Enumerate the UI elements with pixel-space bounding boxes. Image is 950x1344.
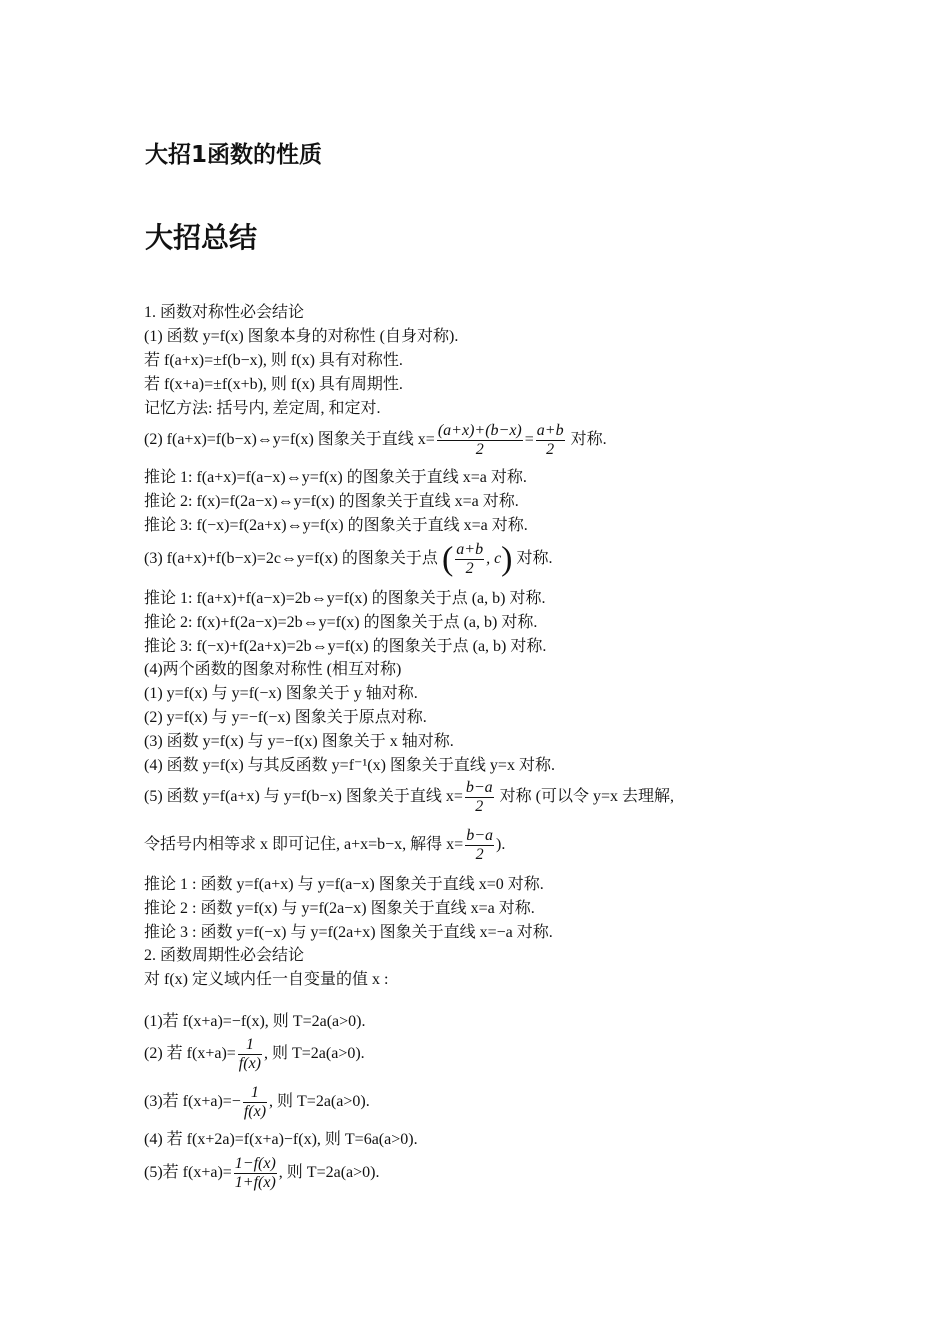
page-title: 大招1函数的性质 [145, 142, 323, 168]
formula-text: (2) 若 f(x+a)= [144, 1045, 236, 1063]
mutual-item-5-cont [144, 827, 505, 864]
denominator: f(x) [238, 1055, 261, 1072]
formula-text: (3) f(a+x)+f(b−x)=2c⇔y=f(x) 的图象关于点 [144, 550, 438, 568]
symmetry-heading: 1. 函数对称性必会结论 [144, 304, 305, 321]
formula-text: (5)若 f(x+a)= [144, 1164, 232, 1182]
fraction [437, 422, 523, 459]
period-rule-4: (4) 若 f(x+2a)=f(x+a)−f(x), 则 T=6a(a>0). [144, 1131, 418, 1148]
period-rule-1: (1)若 f(x+a)=−f(x), 则 T=2a(a>0). [144, 1013, 366, 1030]
formula-text: 对称. [570, 431, 607, 449]
formula-text: ). [496, 836, 506, 854]
numerator: (a+x)+(b−x) [437, 422, 522, 439]
denominator: f(x) [243, 1103, 267, 1120]
fraction [243, 1084, 267, 1121]
numerator: a+b [456, 541, 484, 558]
period-condition: 若 f(x+a)=±f(x+b), 则 f(x) 具有周期性. [144, 376, 403, 393]
mutual-item-5 [144, 779, 674, 816]
formula-text: (2) f(a+x)=f(b−x)⇔y=f(x) 图象关于直线 x= [144, 431, 435, 449]
corollary-4: 推论 1: f(a+x)+f(a−x)=2b⇔y=f(x) 的图象关于点 (a, b) 对称. [144, 590, 546, 607]
fraction [465, 827, 494, 864]
period-rule-3 [144, 1084, 370, 1121]
corollary-7: 推论 1 : 函数 y=f(a+x) 与 y=f(a−x) 图象关于直线 x=0 对称. [144, 876, 544, 893]
corollary-6: 推论 3: f(−x)+f(2a+x)=2b⇔y=f(x) 的图象关于点 (a, b) 对称. [144, 638, 547, 655]
denominator: 2 [465, 560, 474, 577]
corollary-3: 推论 3: f(−x)=f(2a+x)⇔y=f(x) 的图象关于直线 x=a 对称. [144, 517, 528, 534]
formula-text: 令括号内相等求 x 即可记住, a+x=b−x, 解得 x= [144, 836, 464, 854]
formula-text: (3)若 f(x+a)=− [144, 1093, 241, 1111]
denominator: 2 [546, 441, 555, 458]
right-paren: ) [501, 540, 513, 578]
fraction [234, 1155, 277, 1192]
symmetry-condition: 若 f(a+x)=±f(b−x), 则 f(x) 具有对称性. [144, 352, 403, 369]
formula-text: (5) 函数 y=f(a+x) 与 y=f(b−x) 图象关于直线 x= [144, 788, 463, 806]
axis-symmetry-formula [144, 422, 607, 459]
corollary-1: 推论 1: f(a+x)=f(a−x)⇔y=f(x) 的图象关于直线 x=a 对称. [144, 469, 527, 486]
formula-text: , 则 T=2a(a>0). [269, 1093, 370, 1111]
periodicity-heading: 2. 函数周期性必会结论 [144, 947, 305, 964]
mutual-symmetry-heading: (4)两个函数的图象对称性 (相互对称) [144, 661, 402, 678]
numerator: a+b [536, 422, 564, 439]
left-paren: ( [441, 540, 454, 578]
fraction [536, 422, 565, 459]
numerator: 1 [243, 1084, 267, 1103]
formula-text: 对称. [516, 550, 553, 568]
denominator: 2 [475, 798, 484, 815]
mutual-item-4: (4) 函数 y=f(x) 与其反函数 y=f⁻¹(x) 图象关于直线 y=x 对称. [144, 757, 555, 774]
memory-tip: 记忆方法: 括号内, 差定周, 和定对. [144, 400, 381, 417]
section-title: 大招总结 [145, 221, 258, 254]
point-symmetry-formula [144, 541, 553, 578]
formula-text: , 则 T=2a(a>0). [264, 1045, 365, 1063]
period-rule-5 [144, 1155, 379, 1192]
mutual-item-1: (1) y=f(x) 与 y=f(−x) 图象关于 y 轴对称. [144, 685, 418, 702]
numerator: 1−f(x) [234, 1155, 276, 1172]
denominator: 1+f(x) [234, 1174, 276, 1191]
corollary-8: 推论 2 : 函数 y=f(x) 与 y=f(2a−x) 图象关于直线 x=a 对称. [144, 900, 535, 917]
equals-sign: = [524, 431, 534, 449]
fraction [455, 541, 484, 578]
periodicity-intro: 对 f(x) 定义域内任一自变量的值 x : [144, 971, 389, 988]
formula-text: , c [486, 550, 502, 568]
corollary-9: 推论 3 : 函数 y=f(−x) 与 y=f(2a+x) 图象关于直线 x=−a 对称. [144, 924, 553, 941]
period-rule-2 [144, 1036, 365, 1073]
fraction [238, 1036, 262, 1073]
formula-text: 对称 (可以令 y=x 去理解, [499, 788, 675, 806]
corollary-2: 推论 2: f(x)=f(2a−x)⇔y=f(x) 的图象关于直线 x=a 对称. [144, 493, 519, 510]
denominator: 2 [475, 846, 484, 863]
denominator: 2 [475, 441, 484, 458]
fraction [465, 779, 494, 816]
self-symmetry-intro: (1) 函数 y=f(x) 图象本身的对称性 (自身对称). [144, 328, 459, 345]
formula-text: , 则 T=2a(a>0). [278, 1164, 380, 1182]
numerator: b−a [466, 827, 493, 844]
mutual-item-3: (3) 函数 y=f(x) 与 y=−f(x) 图象关于 x 轴对称. [144, 733, 454, 750]
corollary-5: 推论 2: f(x)+f(2a−x)=2b⇔y=f(x) 的图象关于点 (a, b) 对称. [144, 614, 538, 631]
numerator: b−a [465, 779, 493, 796]
numerator: 1 [238, 1036, 262, 1055]
mutual-item-2: (2) y=f(x) 与 y=−f(−x) 图象关于原点对称. [144, 709, 427, 726]
